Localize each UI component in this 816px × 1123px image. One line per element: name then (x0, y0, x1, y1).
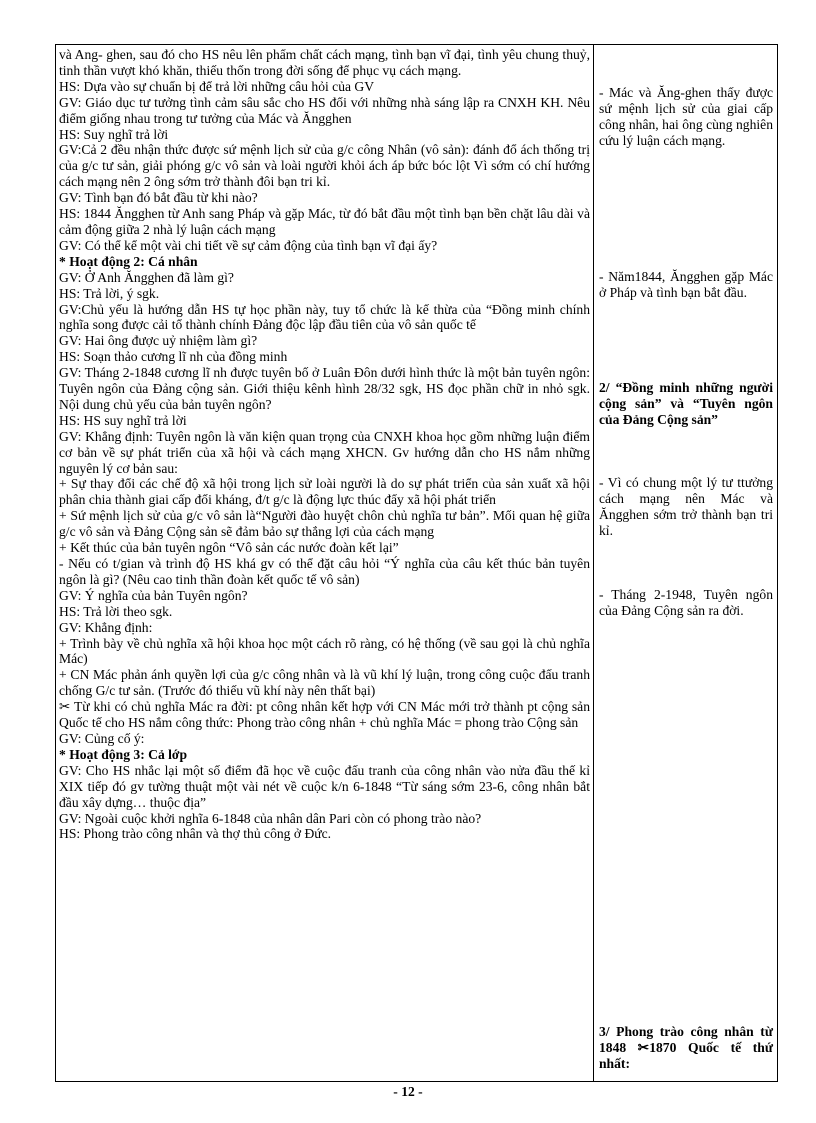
paragraph: + Sự thay đổi các chế độ xã hội trong lịch sử loài người là do sự phát triển của sản xuất xã hội phân chia thành giai cấp đối kháng, đ/t g/c là động lực thúc đẩy xã hội phát triển (59, 476, 590, 508)
knowledge-column (594, 45, 777, 1081)
paragraph: GV: Ở Anh Ăngghen đã làm gì? (59, 269, 234, 285)
paragraph: GV: Ý nghĩa của bản Tuyên ngôn? (59, 587, 248, 603)
activity-column (56, 45, 594, 1081)
paragraph: GV: Cho HS nhắc lại một số điểm đã học về cuộc đấu tranh của công nhân vào nửa đầu thế kỉ XIX tiếp đó gv tường thuật một vài nét về cuộc k/n 6-1848 “Từ sáng sớm 23-6, công nhân bắt đầu xây dựng… thuộc địa” (59, 762, 590, 810)
paragraph: HS: HS suy nghĩ trả lời (59, 412, 187, 428)
paragraph: GV: Củng cố ý: (59, 730, 145, 746)
paragraph: GV: Giáo dục tư tưởng tình cảm sâu sắc cho HS đối với những nhà sáng lập ra CNXH KH. Nêu điểm giống nhau trong tư tưởng của Mác và Ăngghen (59, 94, 590, 126)
key-point: - Tháng 2-1948, Tuyên ngôn của Đảng Cộng sản ra đời. (599, 587, 773, 618)
paragraph: - Nếu có t/gian và trình độ HS khá gv có thể đặt câu hỏi “Ý nghĩa của câu kết thúc bản tuyên ngôn là gì? (Nêu cao tinh thần đoàn kết quốc tế vô sản) (59, 556, 590, 587)
key-point: - Mác và Ăng-ghen thấy được sứ mệnh lịch sử của giai cấp công nhân, hai ông cùng nghiên cứu lý luận cách mạng. (599, 85, 773, 148)
paragraph: GV: Khẳng định: (59, 619, 153, 635)
paragraph: GV: Có thể kể một vài chi tiết về sự cảm động của tình bạn vĩ đại ấy? (59, 237, 438, 253)
activity-heading: * Hoạt động 2: Cá nhân (59, 253, 198, 269)
paragraph: HS: Soạn thảo cương lĩ nh của đồng minh (59, 349, 288, 365)
paragraph: + Trình bày về chủ nghĩa xã hội khoa học một cách rõ ràng, có hệ thống (về sau gọi là chủ nghĩa Mác) (59, 635, 590, 667)
lesson-table (55, 44, 778, 1082)
paragraph: ✂ Từ khi có chủ nghĩa Mác ra đời: pt công nhân kết hợp với CN Mác mới trở thành pt cộng sản Quốc tế cho HS nắm công thức: Phong trào công nhân + chủ nghĩa Mác = phong trào Cộng sản (59, 699, 590, 731)
activity-heading: * Hoạt động 3: Cả lớp (59, 746, 187, 762)
paragraph: HS: Trả lời theo sgk. (59, 603, 173, 619)
paragraph: GV: Tình bạn đó bắt đầu từ khi nào? (59, 190, 258, 206)
page-number: - 12 - (393, 1084, 423, 1099)
paragraph: GV: Hai ông được uỷ nhiệm làm gì? (59, 333, 258, 349)
paragraph: GV:Chủ yếu là hướng dẫn HS tự học phần này, tuy tổ chức là kế thừa của “Đồng minh chính nghĩa song được cải tổ thành chính Đảng độc lập đầu tiên của vô sản quốc tế (59, 301, 590, 333)
paragraph: + Sứ mệnh lịch sử của g/c vô sản là“Người đào huyệt chôn chủ nghĩa tư bản”. Mối quan hệ giữa g/c vô sản và Đảng Cộng sản sẽ đảm bảo sự thắng lợi của cách mạng (59, 508, 590, 540)
paragraph: + Kết thúc của bản tuyên ngôn “Vô sản các nước đoàn kết lại” (59, 540, 399, 556)
paragraph: GV: Khẳng định: Tuyên ngôn là văn kiện quan trọng của CNXH khoa học gồm những luận điểm cơ bản về sự phát triển của xã hội và cách mạng XHCN. Gv hướng dẫn cho HS nắm những nguyên lý cơ bản sau: (59, 428, 590, 476)
paragraph: HS: Phong trào công nhân và thợ thủ công ở Đức. (59, 826, 332, 842)
paragraph: HS: Dựa vào sự chuẩn bị để trả lời những câu hỏi của GV (59, 78, 375, 94)
paragraph: + CN Mác phản ánh quyền lợi của g/c công nhân và là vũ khí lý luận, trong công cuộc đấu tranh chống G/c tư sản. (Trước đó thiếu vũ khí này nên thất bại) (59, 667, 590, 699)
paragraph: HS: Suy nghĩ trả lời (59, 126, 169, 142)
key-point: - Vì có chung một lý tư ttưởng cách mạng nên Mác và Ăngghen sớm trở thành bạn tri kỉ. (599, 475, 773, 538)
section-heading: 3/ Phong trào công nhân từ 1848 ✂1870 Quốc tế thứ nhất: (599, 1024, 773, 1071)
paragraph: và Ang- ghen, sau đó cho HS nêu lên phẩm chất cách mạng, tình bạn vĩ đại, tình yêu chung thuỷ, tinh thần vượt khó khăn, thiếu thốn trong đời sống để phục vụ cách mạng. (59, 47, 590, 78)
paragraph: HS: 1844 Ăngghen từ Anh sang Pháp và gặp Mác, từ đó bắt đầu một tình bạn bền chặt lâu dài và cảm động giữa 2 nhà lý luận cách mạng (59, 206, 590, 237)
paragraph: GV:Cả 2 đều nhận thức được sứ mệnh lịch sử của g/c công Nhân (vô sản): đánh đổ ách thống trị của g/c tư sản, giải phóng g/c vô sản và loài người khỏi ách áp bức bóc lột Vì sớm có chí hướng cách mạng nên 2 ông sớm trở thành đôi bạn tri kỉ. (59, 142, 590, 190)
paragraph: HS: Trả lời, ý sgk. (59, 285, 160, 301)
section-heading: 2/ “Đồng minh những người cộng sản” và “Tuyên ngôn của Đảng Cộng sản” (599, 380, 773, 427)
paragraph: GV: Ngoài cuộc khởi nghĩa 6-1848 của nhân dân Pari còn có phong trào nào? (59, 810, 482, 826)
key-point: - Năm1844, Ăngghen gặp Mác ở Pháp và tình bạn bắt đầu. (599, 269, 773, 300)
paragraph: GV: Tháng 2-1848 cương lĩ nh được tuyên bố ở Luân Đôn dưới hình thức là một bản tuyên ngôn: Tuyên ngôn của Đảng cộng sản. Giới thiệu kênh hình 28/32 sgk, HS đọc phần chữ in nhỏ sgk. Nội dung chủ yếu của bản tuyên ngôn? (59, 365, 590, 412)
